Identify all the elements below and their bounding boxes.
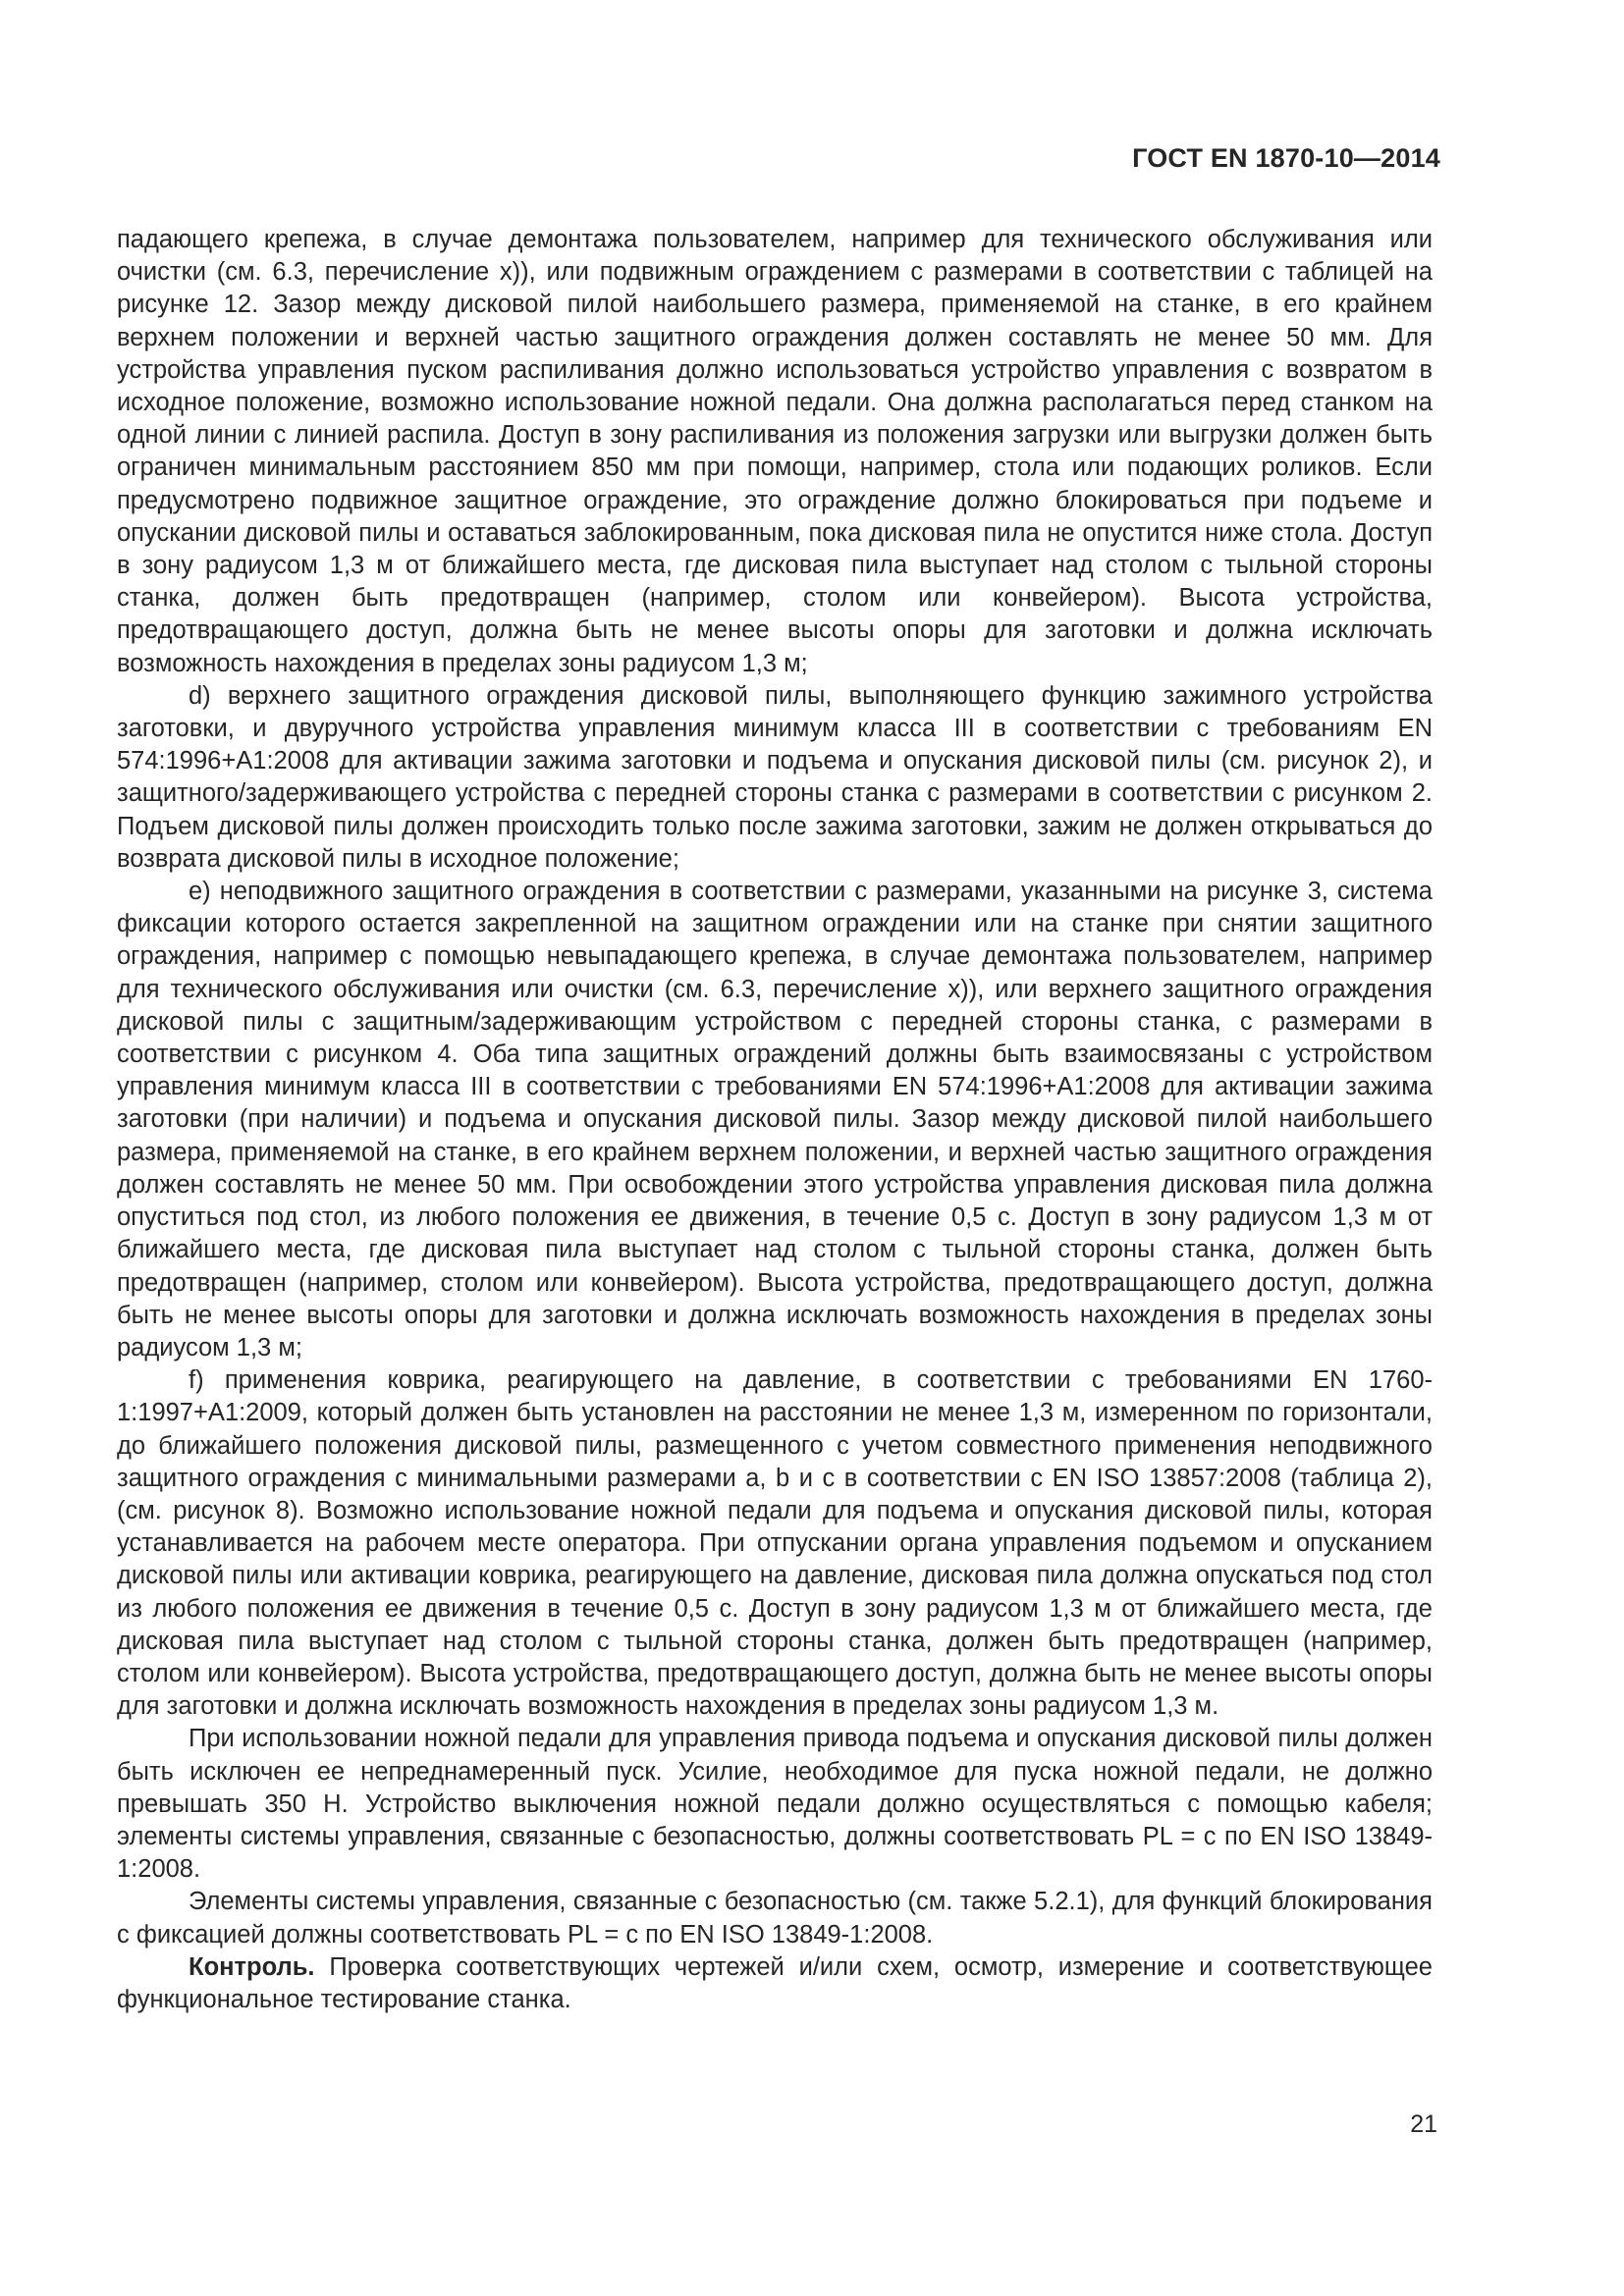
paragraph-foot-pedal: При использовании ножной педали для управления привода подъема и опускания дисковой пилы должен быть исключен ее непреднамеренный пуск. Усилие, необходимое для пуска ножной педали, не должно превышать 350 Н. Устройство выключения ножной педали должно осуществляться с помощью кабеля; элементы системы управления, связанные с безопасностью, должны соответствовать PL = c по EN ISO 13849-1:2008. bbox=[117, 1725, 1433, 1884]
paragraph-item-d: d) верхнего защитного ограждения дисковой пилы, выполняющего функцию зажимного устройства заготовки, и двуручного устройства управления минимум класса III в соответствии с требованиям EN 574:1996+A1:2008 для активации зажима заготовки и подъема и опускания дисковой пилы (см. рисунок 2), и защитного/задерживающего устройства с передней стороны станка с размерами в соответствии с рисунком 2. Подъем дисковой пилы должен происходить только после зажима заготовки, зажим не должен открываться до возврата дисковой пилы в исходное положение; bbox=[117, 681, 1433, 873]
paragraph-item-f: f) применения коврика, реагирующего на давление, в соответствии с требованиями EN 1760-1:1997+A1:2009, который должен быть установлен на расстоянии не менее 1,3 м, измеренном по горизонтали, до ближайшего положения дисковой пилы, размещенного с учетом совместного применения неподвижного защитного ограждения с минимальными размерами a, b и c в соответствии с EN ISO 13857:2008 (таблица 2), (см. рисунок 8). Возможно использование ножной педали для подъема и опускания дисковой пилы, которая устанавливается на рабочем месте оператора. При отпускании органа управления подъемом и опусканием дисковой пилы или активации коврика, реагирующего на давление, дисковая пила должна опускаться под стол из любого положения ее движения в течение 0,5 с. Доступ в зону радиусом 1,3 м от ближайшего места, где дисковая пила выступает над столом с тыльной стороны станка, должен быть предотвращен (например, столом или конвейером). Высота устройства, предотвращающего доступ, должна быть не менее высоты опоры для заготовки и должна исключать возможность нахождения в пределах зоны радиусом 1,3 м. bbox=[117, 1366, 1433, 1721]
page-number: 21 bbox=[1410, 2110, 1437, 2138]
paragraph-item-e: e) неподвижного защитного ограждения в соответствии с размерами, указанными на рисунке 3, система фиксации которого остается закрепленной на защитном ограждении или на станке при снятии защитного ограждения, например с помощью невыпадающего крепежа, в случае демонтажа пользователем, например для технического обслуживания или очистки (см. 6.3, перечисление x)), или верхнего защитного ограждения дисковой пилы с защитным/задерживающим устройством с передней стороны станка, с размерами в соответствии с рисунком 4. Оба типа защитных ограждений должны быть взаимосвязаны с устройством управления минимум класса III в соответствии с требованиями EN 574:1996+A1:2008 для активации зажима заготовки (при наличии) и подъема и опускания дисковой пилы. Зазор между дисковой пилой наибольшего размера, применяемой на станке, в его крайнем верхнем положении, и верхней частью защитного ограждения должен составлять не менее 50 мм. При освобождении этого устройства управления дисковая пила должна опуститься под стол, из любого положения ее движения, в течение 0,5 с. Доступ в зону радиусом 1,3 м от ближайшего места, где дисковая пила выступает над столом с тыльной стороны станка, должен быть предотвращен (например, столом или конвейером). Высота устройства, предотвращающего доступ, должна быть не менее высоты опоры для заготовки и должна исключать возможность нахождения в пределах зоны радиусом 1,3 м; bbox=[117, 878, 1433, 1362]
paragraph-continuation: падающего крепежа, в случае демонтажа пользователем, например для технического обслуживания или очистки (см. 6.3, перечисление x)), или подвижным ограждением с размерами в соответствии с таблицей на рисунке 12. Зазор между дисковой пилой наибольшего размера, применяемой на станке, в его крайнем верхнем положении и верхней частью защитного ограждения должен составлять не менее 50 мм. Для устройства управления пуском распиливания должно использоваться устройство управления с возвратом в исходное положение, возможно использование ножной педали. Она должна располагаться перед станком на одной линии с линией распила. Доступ в зону распиливания из положения загрузки или выгрузки должен быть ограничен минимальным расстоянием 850 мм при помощи, например, стола или подающих роликов. Если предусмотрено подвижное защитное ограждение, это ограждение должно блокироваться при подъеме и опускании дисковой пилы и оставаться заблокированным, пока дисковая пила не опустится ниже стола. Доступ в зону радиусом 1,3 м от ближайшего места, где дисковая пила выступает над столом с тыльной стороны станка, должен быть предотвращен (например, столом или конвейером). Высота устройства, предотвращающего доступ, должна быть не менее высоты опоры для заготовки и должна исключать возможность нахождения в пределах зоны радиусом 1,3 м; bbox=[117, 226, 1433, 677]
paragraph-control bbox=[117, 1951, 1433, 2016]
paragraph-control-elements: Элементы системы управления, связанные с безопасностью (см. также 5.2.1), для функций блокирования с фиксацией должны соответствовать PL = c по EN ISO 13849-1:2008. bbox=[117, 1888, 1433, 1949]
control-text: Проверка соответствующих чертежей и/или схем, осмотр, измерение и соответствующее функциональное тестирование станка. bbox=[117, 1952, 1433, 2013]
control-label: Контроль. bbox=[189, 1952, 315, 1981]
standard-header: ГОСТ EN 1870-10—2014 bbox=[1132, 143, 1440, 173]
document-body bbox=[117, 224, 1433, 2016]
